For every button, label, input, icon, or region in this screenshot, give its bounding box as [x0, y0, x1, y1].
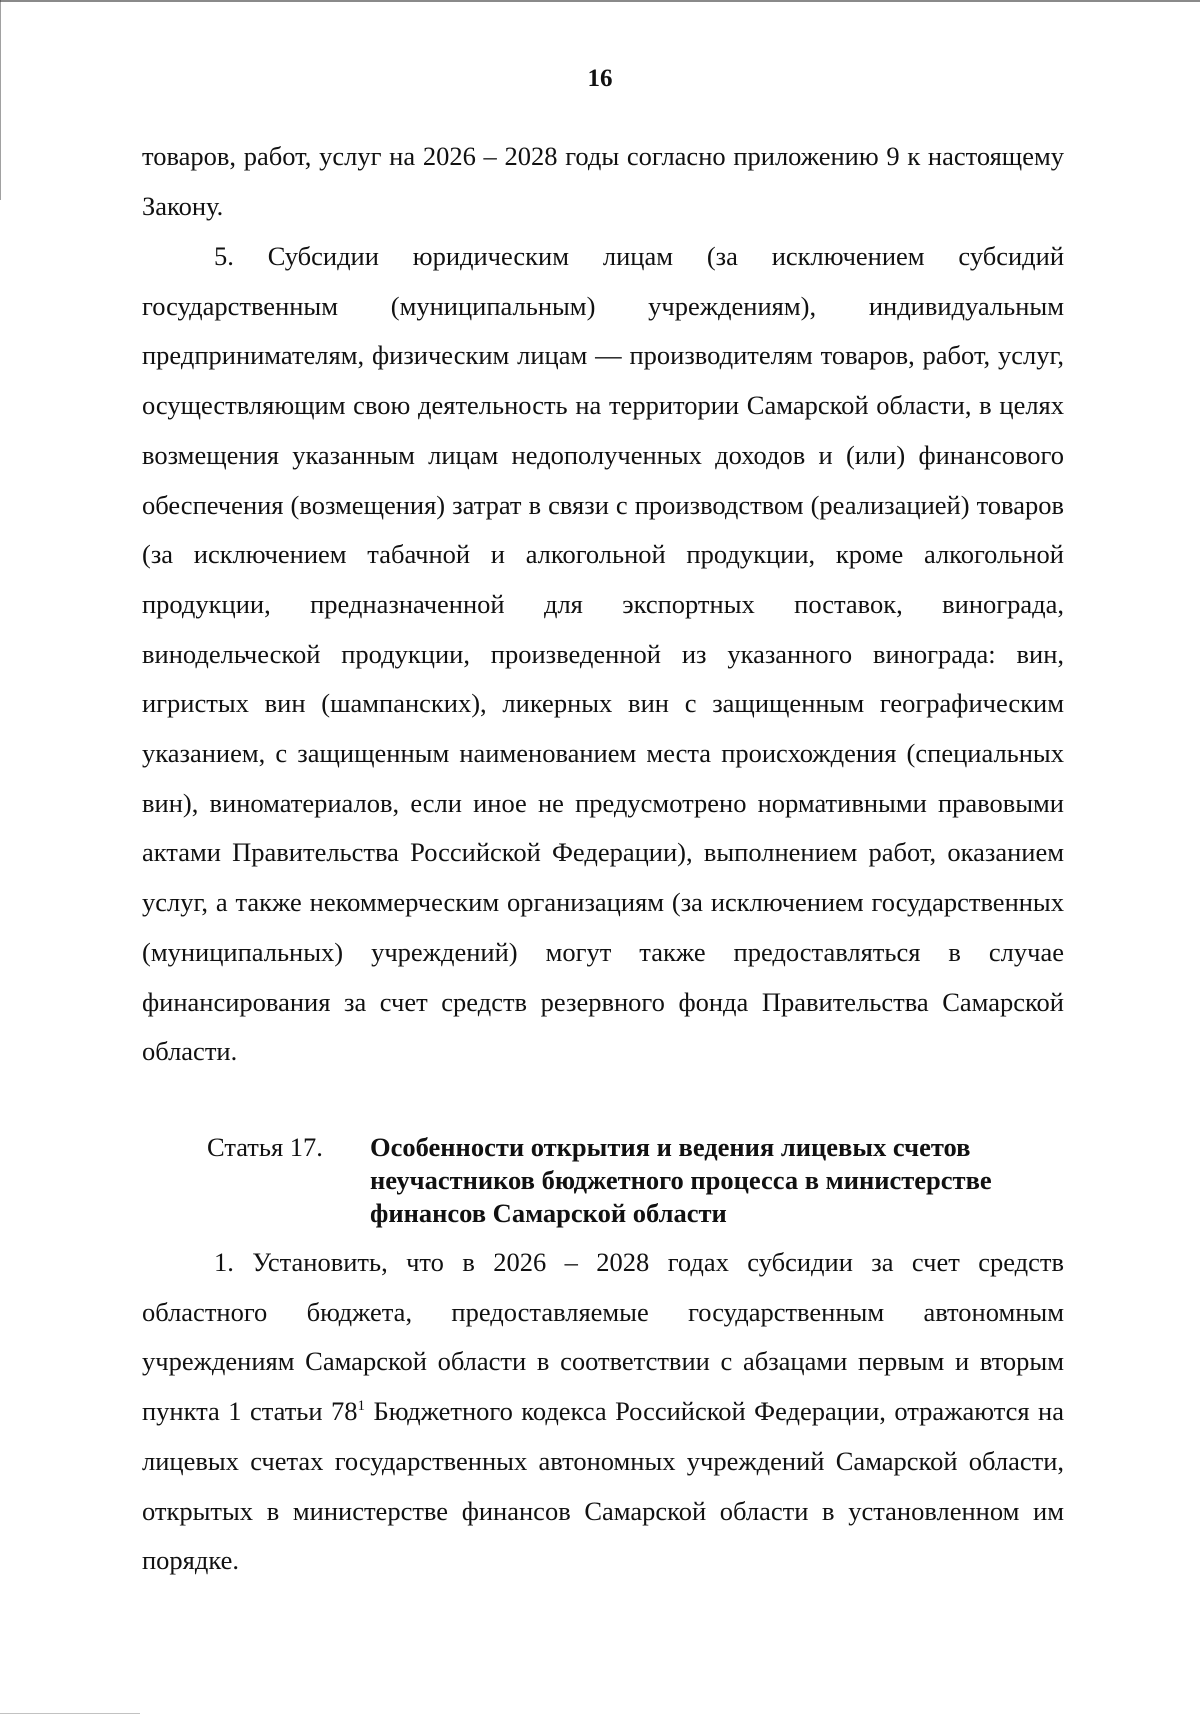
- scan-edge-bottom: [0, 1713, 140, 1714]
- page-number: 16: [587, 65, 613, 92]
- paragraph-continuation: товаров, работ, услуг на 2026 – 2028 годы согласно приложению 9 к настоящему Закону.: [142, 141, 1064, 221]
- paragraph-item-5: 5. Субсидии юридическим лицам (за исключением субсидий государственным (муниципальным) учреждениям), индивидуальным предпринимателям, физическим лицам — производителям товаров, работ, услуг, осуществляющим свою деятельность на территории Самарской области, в целях возмещения указанным лицам недополученных доходов и (или) финансового обеспечения (возмещения) затрат в связи с производством (реализацией) товаров (за исключением табачной и алкогольной продукции, кроме алкогольной продукции, предназначенной для экспортных поставок, винограда, винодельческой продукции, произведенной из указанного винограда: вин, игристых вин (шампанских), ликерных вин с защищенным географическим указанием, с защищенным наименованием места происхождения (специальных вин), виноматериалов, если иное не предусмотрено нормативными правовыми актами Правительства Российской Федерации), выполнением работ, оказанием услуг, а также некоммерческим организациям (за исключением государственных (муниципальных) учреждений) могут также предоставляться в случае финансирования за счет средств резервного фонда Правительства Самарской области.: [142, 241, 1064, 1067]
- article-title: Особенности открытия и ведения лицевых счетов неучастников бюджетного процесса в министерстве финансов Самарской области: [370, 1132, 992, 1228]
- paragraph-article-17-item-1: [142, 1238, 1064, 1586]
- article-label: Статья 17.: [207, 1132, 323, 1162]
- paragraph-text-end: Бюджетного кодекса Российской Федерации, отражаются на лицевых счетах государственных автономных учреждений Самарской области, открытых в министерстве финансов Самарской области в установленном им порядке.: [142, 1396, 1064, 1576]
- scan-edge-top: [0, 0, 1200, 2]
- paragraph-text-start: 1. Установить, что в 2026 – 2028 годах субсидии за счет средств областного бюджета, предоставляемые государственным автономным учреждениям Самарской области в соответствии с абзацами первым и вторым пункта 1 статьи 78: [142, 1247, 1064, 1427]
- superscript-index: 1: [357, 1398, 366, 1415]
- scan-edge-left: [0, 0, 1, 200]
